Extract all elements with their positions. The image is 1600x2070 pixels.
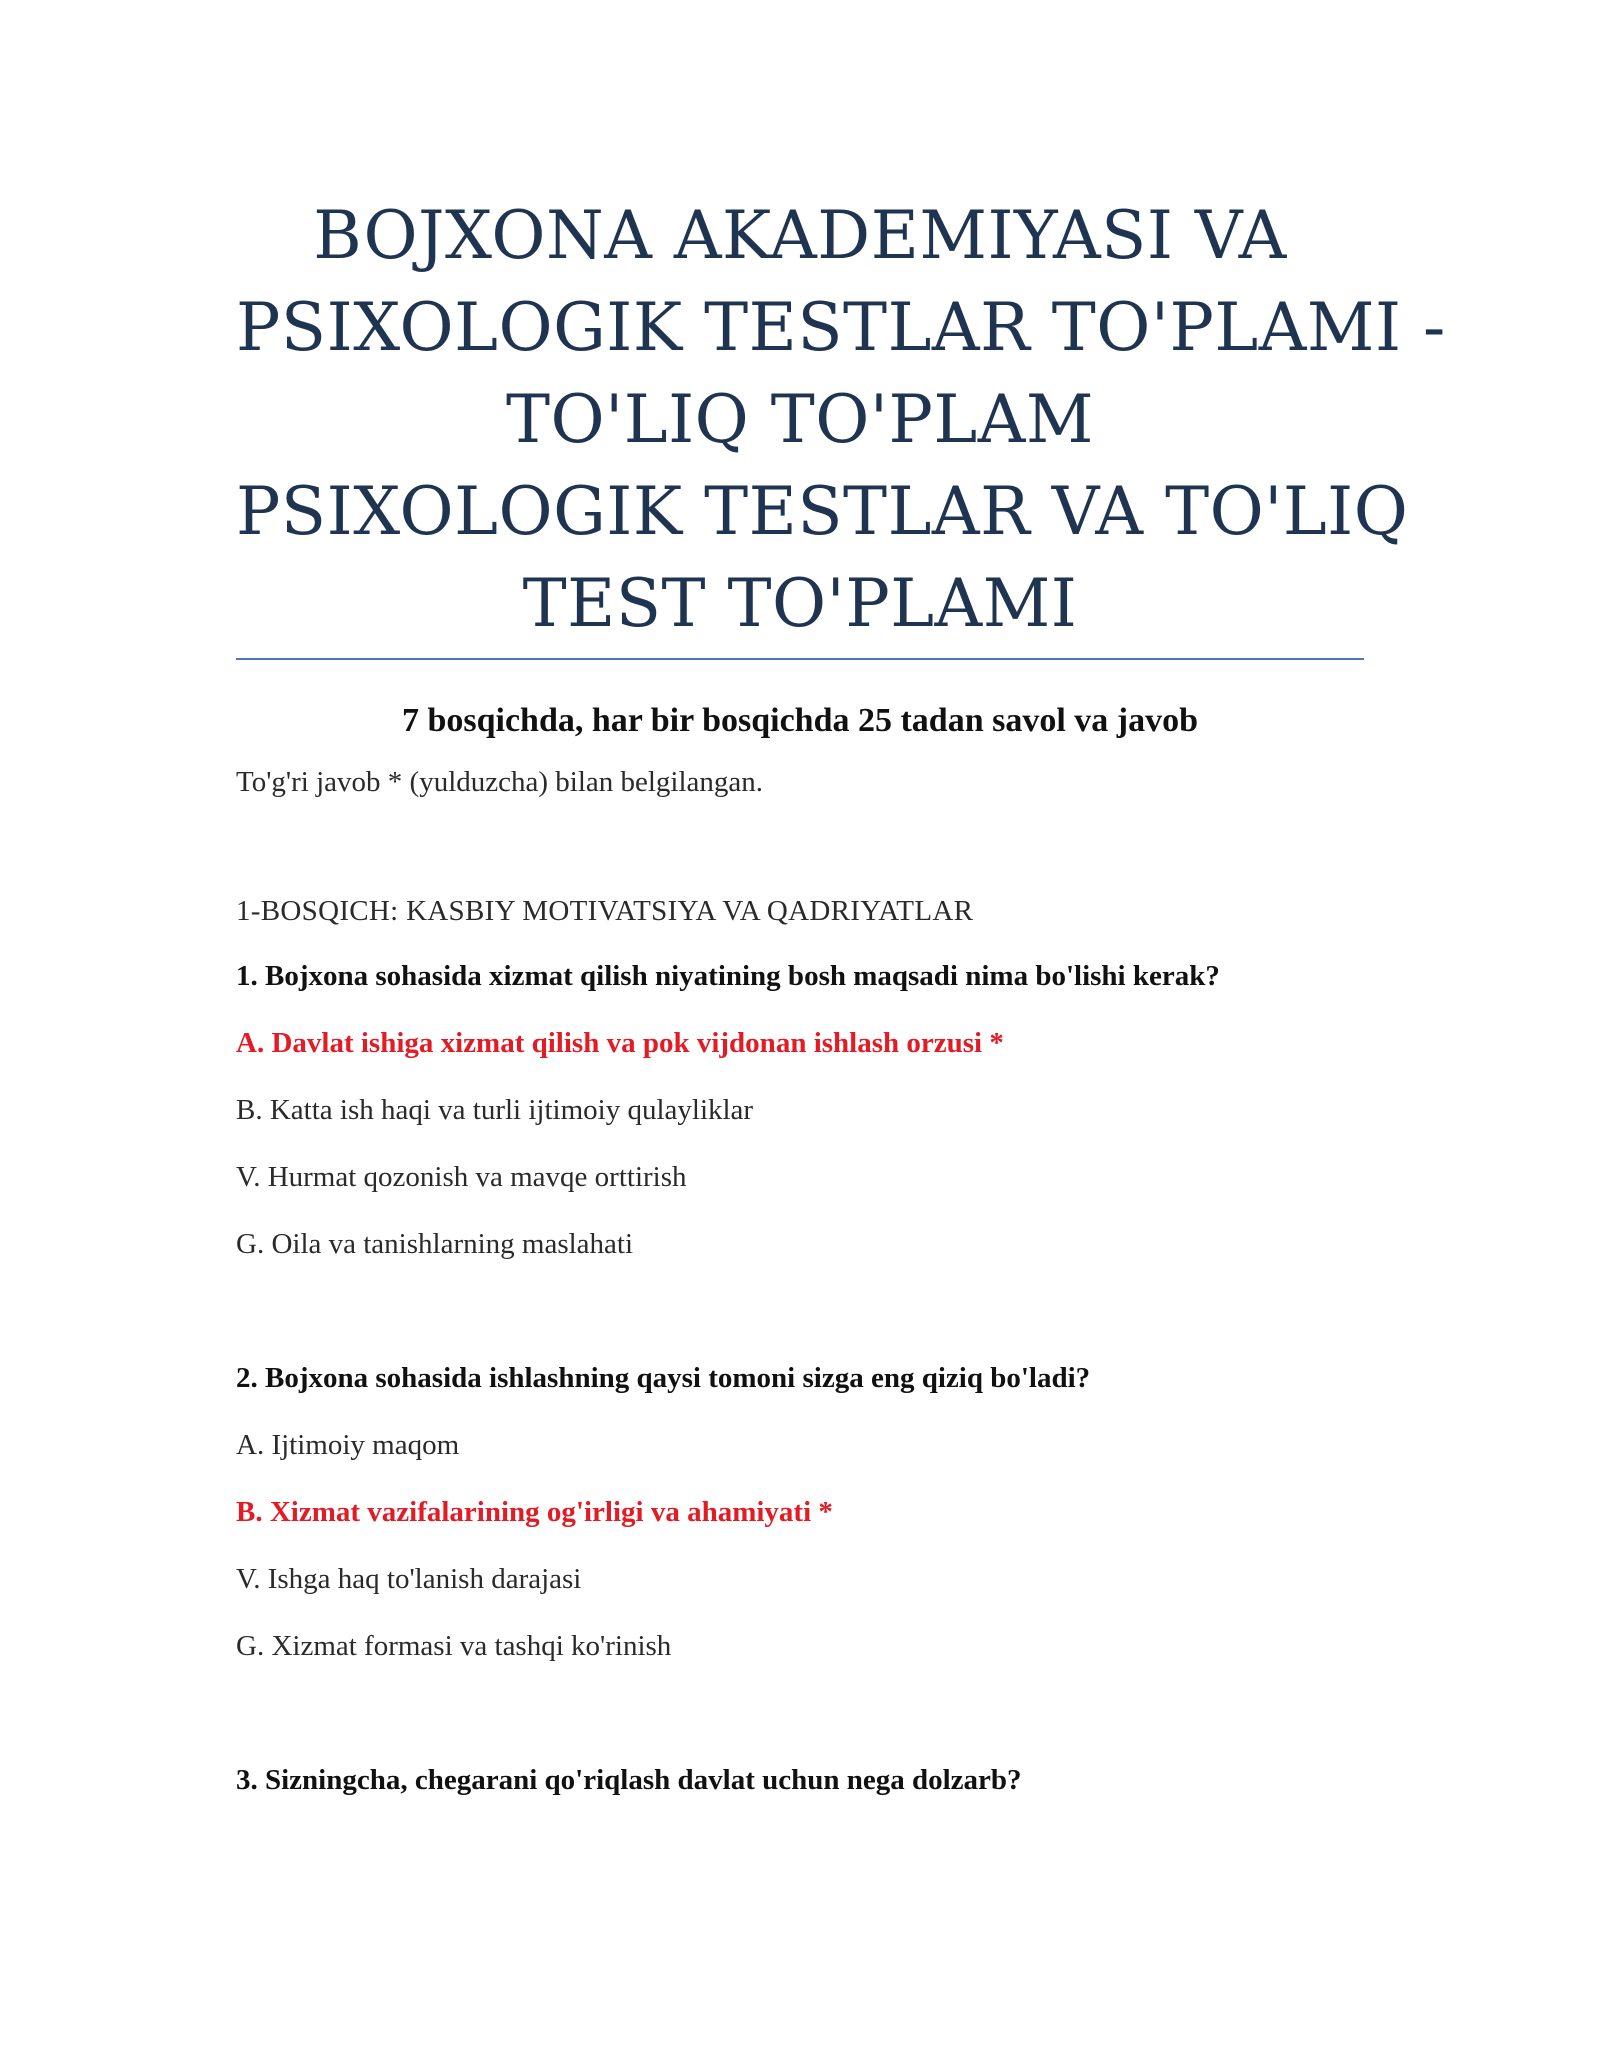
question-block-1 <box>236 960 1364 1261</box>
question-block-3 <box>236 1764 1364 1797</box>
stage-heading: 1-BOSQICH: KASBIY MOTIVATSIYA VA QADRIYATLAR <box>236 895 974 927</box>
title-line-4: PSIXOLOGIK TESTLAR VA TO'LIQ <box>236 473 1409 550</box>
title-divider <box>236 658 1364 660</box>
title-line-3: TO'LIQ TO'PLAM <box>505 381 1094 458</box>
title-line-1: BOJXONA AKADEMIYASI VA <box>313 197 1287 274</box>
question-3-text: 3. Sizningcha, chegarani qo'riqlash davlat uchun nega dolzarb? <box>236 1764 1022 1796</box>
question-2-option-a: A. Ijtimoiy maqom <box>236 1429 460 1461</box>
question-1-option-v: V. Hurmat qozonish va mavqe orttirish <box>236 1161 687 1193</box>
question-2-text: 2. Bojxona sohasida ishlashning qaysi tomoni sizga eng qiziq bo'ladi? <box>236 1362 1091 1394</box>
question-1-option-b: B. Katta ish haqi va turli ijtimoiy qulayliklar <box>236 1094 754 1126</box>
question-1-option-g: G. Oila va tanishlarning maslahati <box>236 1228 634 1260</box>
document-title <box>236 190 1446 650</box>
document-subtitle: 7 bosqichda, har bir bosqichda 25 tadan savol va javob <box>401 702 1199 739</box>
question-2-option-g: G. Xizmat formasi va tashqi ko'rinish <box>236 1630 672 1662</box>
document-page <box>236 0 1446 1797</box>
title-line-2: PSIXOLOGIK TESTLAR TO'PLAMI - <box>236 289 1446 366</box>
answer-key-note: To'g'ri javob * (yulduzcha) bilan belgilangan. <box>236 766 764 798</box>
question-block-2 <box>236 1362 1364 1663</box>
title-line-5: TEST TO'PLAMI <box>522 565 1078 642</box>
question-2-option-v: V. Ishga haq to'lanish darajasi <box>236 1563 582 1595</box>
question-1-text: 1. Bojxona sohasida xizmat qilish niyatining bosh maqsadi nima bo'lishi kerak? <box>236 960 1220 992</box>
question-1-option-a-correct: A. Davlat ishiga xizmat qilish va pok vijdonan ishlash orzusi * <box>236 1027 1004 1059</box>
question-2-option-b-correct: B. Xizmat vazifalarining og'irligi va ahamiyati * <box>236 1496 833 1528</box>
